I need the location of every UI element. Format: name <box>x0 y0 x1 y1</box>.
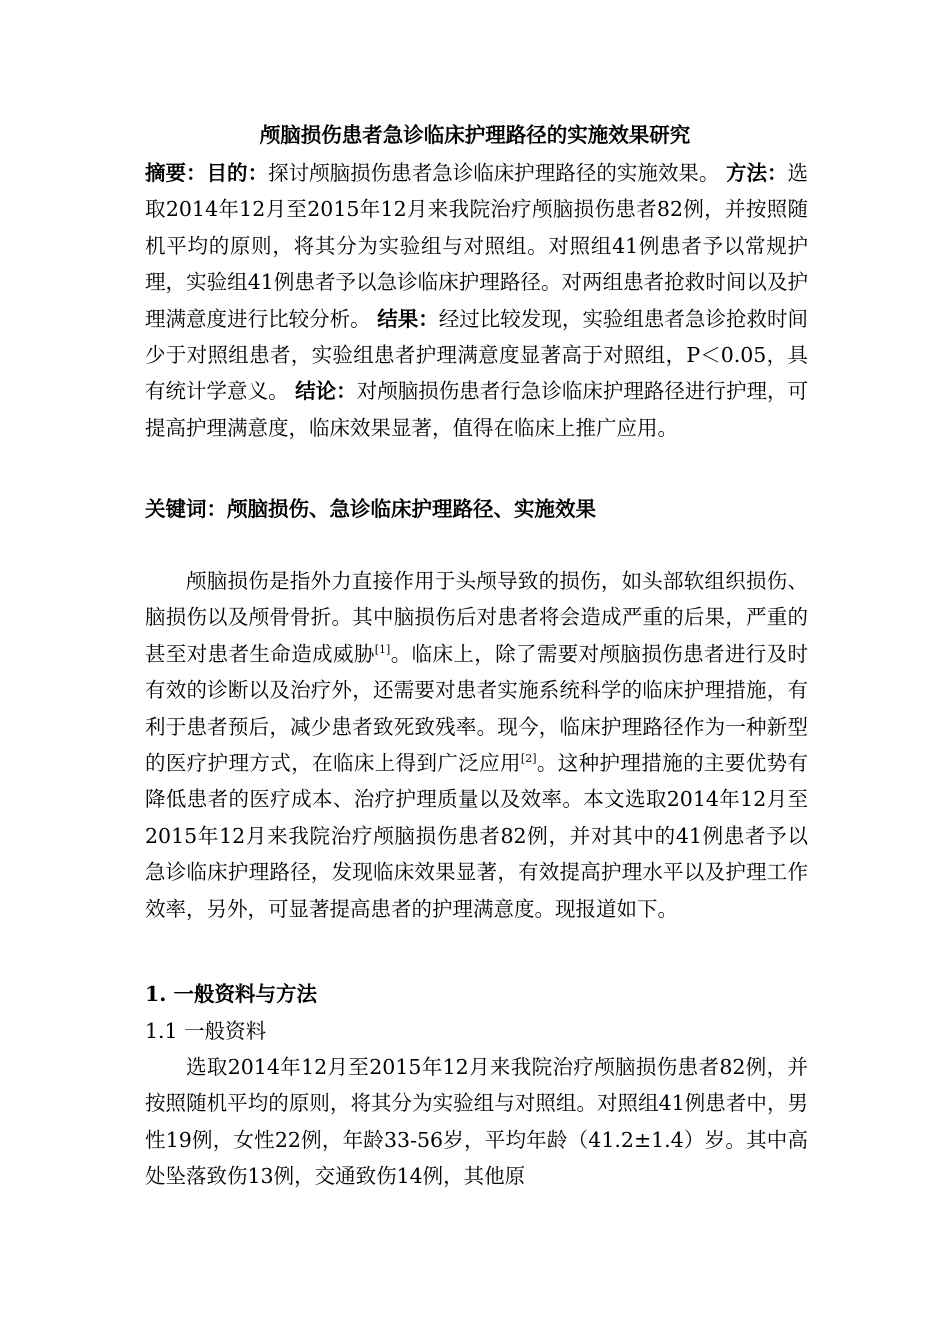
citation-2: [2] <box>520 752 537 766</box>
intro-text-2: 。临床上，除了需要对颅脑损伤患者进行及时有效的诊断以及治疗外，还需要对患者实施系统科学的临床护理措施，有利于患者预后，减少患者致死致残率。现今，临床护理路径作为一种新型的医疗护理方式，在临床上得到广泛应用 <box>145 641 809 776</box>
results-text: 经过比较发现，实验组患者急诊抢救时间少于对照组患者，实验组患者护理满意度显著高于对照组，P＜0.05，具有统计学意义。 <box>145 306 808 404</box>
results-label: 结果： <box>377 306 439 331</box>
section-heading-1: 1. 一般资料与方法 <box>145 982 318 1006</box>
objective-label: 目的： <box>206 161 269 185</box>
abstract <box>145 155 808 446</box>
abstract-label: 摘要： <box>145 161 207 185</box>
methods-label: 方法： <box>725 161 788 185</box>
intro-paragraph <box>145 563 808 927</box>
general-data-paragraph: 选取2014年12月至2015年12月来我院治疗颅脑损伤患者82例，并按照随机平均的原则，将其分为实验组与对照组。对照组41例患者中，男性19例，女性22例，年龄33-56岁，平均年龄（41.2±1.4）岁。其中高处坠落致伤13例，交通致伤14例，其他原 <box>145 1055 808 1189</box>
objective-text: 探讨颅脑损伤患者急诊临床护理路径的实施效果。 <box>268 161 720 185</box>
methods-text: 选取2014年12月至2015年12月来我院治疗颅脑损伤患者82例，并按照随机平均的原则，将其分为实验组与对照组。对照组41例患者予以常规护理，实验组41例患者予以急诊临床护理路径。对两组患者抢救时间以及护理满意度进行比较分析。 <box>145 161 808 331</box>
conclusion-text: 对颅脑损伤患者行急诊临床护理路径进行护理，可提高护理满意度，临床效果显著，值得在临床上推广应用。 <box>145 379 808 440</box>
paper-title: 颅脑损伤患者急诊临床护理路径的实施效果研究 <box>259 123 691 147</box>
keywords: 关键词：颅脑损伤、急诊临床护理路径、实施效果 <box>145 497 596 521</box>
intro-text-1: 颅脑损伤是指外力直接作用于头颅导致的损伤，如头部软组织损伤、脑损伤以及颅骨骨折。其中脑损伤后对患者将会造成严重的后果，严重的甚至对患者生命造成威胁 <box>145 569 808 666</box>
citation-1: [1] <box>374 642 391 656</box>
intro-text-3: 。这种护理措施的主要优势有降低患者的医疗成本、治疗护理质量以及效率。本文选取2014年12月至2015年12月来我院治疗颅脑损伤患者82例，并对其中的41例患者予以急诊临床护理路径，发现临床效果显著，有效提高护理水平以及护理工作效率，另外，可显著提高患者的护理满意度。现报道如下。 <box>145 751 809 921</box>
conclusion-label: 结论： <box>295 379 357 404</box>
section-heading-1-1: 1.1 一般资料 <box>145 1019 267 1043</box>
